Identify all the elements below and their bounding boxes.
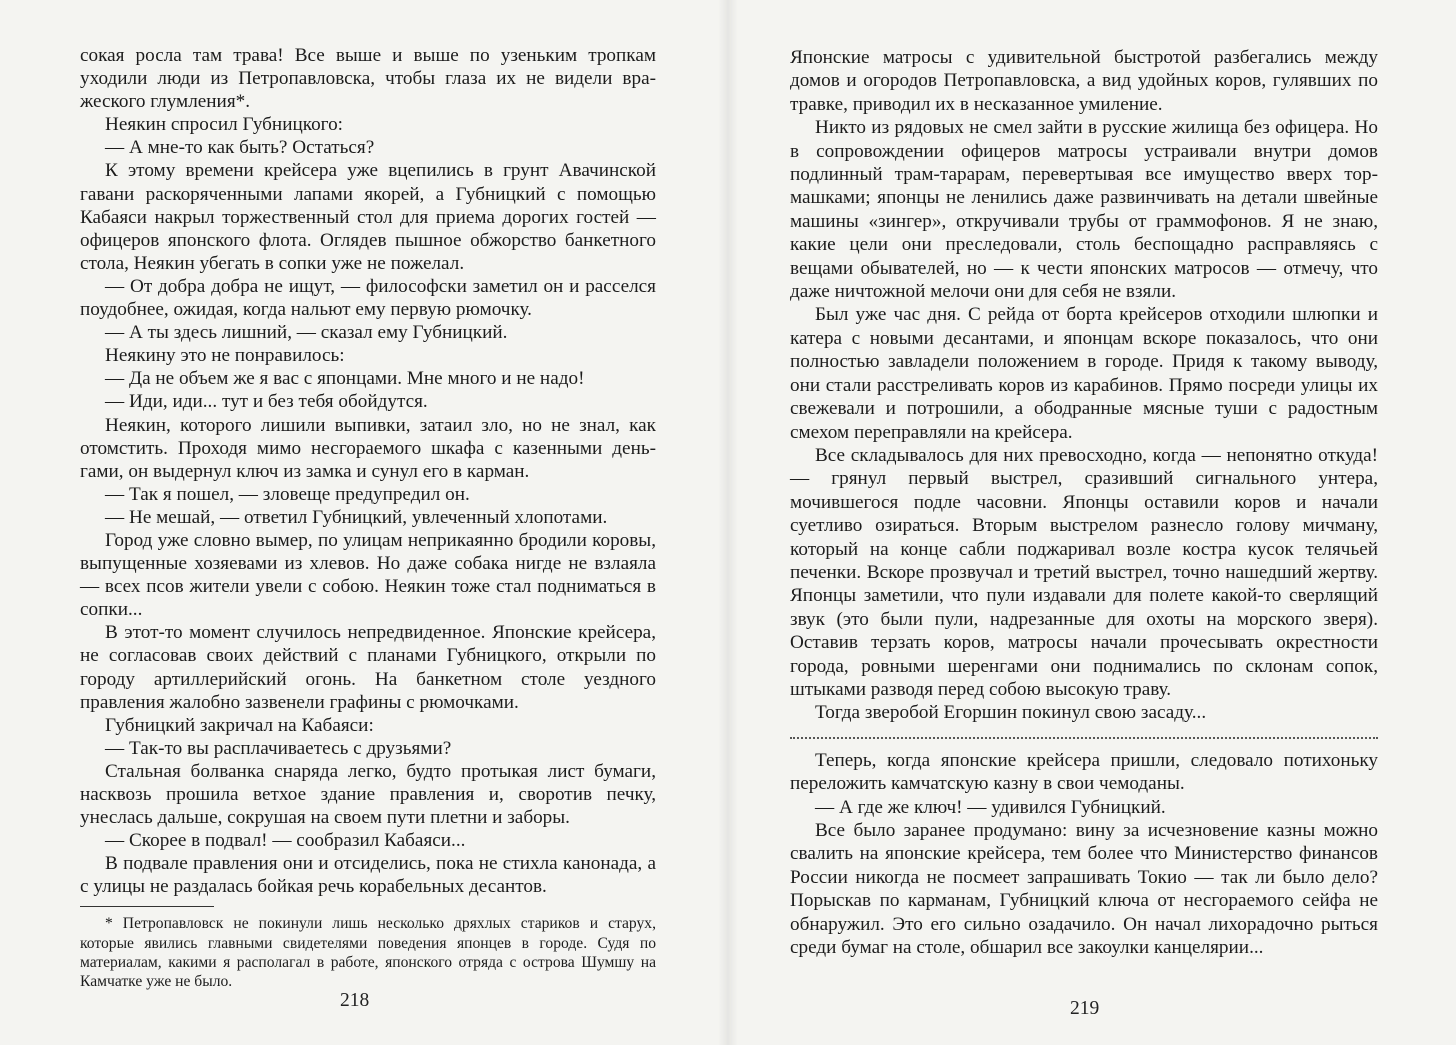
- paragraph: — Не мешай, — ответил Губницкий, увлеченный хлопотами.: [105, 506, 608, 528]
- left-page-body: [80, 44, 656, 898]
- paragraph: — А мне-то как быть? Остаться?: [105, 137, 375, 159]
- book-gutter: [718, 0, 738, 1045]
- paragraph: — От добра добра не ищут, — философски заметил он и расселся поудобнее, ожидая, когда нальют ему первую рюмочку.: [80, 275, 656, 321]
- paragraph: Город уже словно вымер, по улицам неприкаянно бродили коровы, выпущенные хозяевами из хлевов. Но даже собака нигде не взлаяла — всех псов жители увели с собою. Неякин тоже стал подниматься в сопки...: [80, 529, 656, 621]
- paragraph: сокая росла там трава! Все выше и выше по узеньким тропкам уходили люди из Петропавловска, чтобы глаза их не видели вражеского глумления*.: [80, 45, 656, 113]
- left-page: [80, 44, 656, 991]
- page-number-right: 219: [1070, 998, 1100, 1019]
- paragraph: — Скорее в подвал! — сообразил Кабаяси...: [105, 830, 466, 852]
- paragraph: — Да не объем же я вас с японцами. Мне много и не надо!: [105, 368, 585, 390]
- paragraph: В подвале правления они и отсиделись, пока не стихла канонада, а с улицы не раздалась бойкая речь корабельных десантов.: [80, 853, 656, 898]
- paragraph: Тогда зверобой Егоршин покинул свою засаду...: [815, 702, 1207, 724]
- right-page-body: [790, 46, 1378, 959]
- paragraph: Японские матросы с удивительной быстротой разбегались между домов и огородов Петропавловска, а вид удойных коров, гулявших по травке, приводил их в несказанное умиление.: [790, 47, 1378, 115]
- paragraph: Все было заранее продумано: вину за исчезновение казны можно свалить на японские крейсера, тем более что Министерство финансов России никогда не посмеет запрашивать Токио — так ли было дело? Порыскав по карманам, Губницкий ключа от несгораемого сейфа не обнаружил. Это его сильно озадачило. Он начал лихорадочно рыться среди бумаг на столе, обшарил все закоулки канцелярии...: [790, 820, 1378, 959]
- paragraph: Губницкий закричал на Кабаяси:: [105, 714, 374, 736]
- footnote-divider: [80, 906, 214, 907]
- paragraph: Никто из рядовых не смел зайти в русские жилища без офицера. Но в сопровождении офицеров матросы устраивали внутри домов подлинный трам-тарарам, перевертывая все имущество вверх тормашками; японцы не ленились даже развинчивать на детали швейные машины «зингер», откручивали трубы от граммофонов. Я не знаю, какие цели они преследовали, столь беспощадно расправляясь с вещами обывателей, но — к чести японских матросов — отмечу, что даже ничтожной мелочи они для себя не взяли.: [790, 117, 1378, 303]
- paragraph: — А где же ключ! — удивился Губницкий.: [815, 796, 1166, 818]
- paragraph: — Так я пошел, — зловеще предупредил он.: [105, 483, 470, 505]
- footnote: * Петропавловск не покинули лишь несколько дряхлых стариков и старух, которые явились главными свидетелями поведения японцев в городе. Судя по материалам, какими я располагал в работе, японского отряда с острова Шумшу на Камчатке уже не было.: [80, 915, 656, 991]
- paragraph: Неякин, которого лишили выпивки, затаил зло, но не знал, как отомстить. Проходя мимо несгораемого шкафа с казенными деньгами, он выдернул ключ из замка и сунул его в карман.: [80, 414, 656, 482]
- paragraph: К этому времени крейсера уже вцепились в грунт Авачинской гавани раскоряченными лапами якорей, а Губницкий с помощью Кабаяси накрыл торжественный стол для приема дорогих гостей — офицеров японского флота. Оглядев пышное обжорство банкетного стола, Неякин убегать в сопки уже не пожелал.: [80, 160, 656, 274]
- paragraph: Теперь, когда японские крейсера пришли, следовало потихоньку переложить камчатскую казну в свои чемоданы.: [790, 749, 1378, 795]
- paragraph: Неякину это не понравилось:: [105, 345, 345, 367]
- paragraph: — Так-то вы расплачиваетесь с друзьями?: [105, 737, 452, 759]
- scene-break-divider: [790, 737, 1378, 739]
- paragraph: Все складывалось для них превосходно, когда — непонятно откуда! — грянул первый выстрел, сразивший сигнального унтера, мочившегося подле часовни. Японцы оставили коров и начали суетливо озираться. Вторым выстрелом разнесло голову мичману, который на конце сабли поджаривал возле костра кусок телячьей печенки. Вскоре прозвучал и третий выстрел, точно нашедший жертву. Японцы заметили, что пули издавали для полете какой-то сверлящий звук (это были пули, надрезанные для охоты на морского зверя). Оставив терзать коров, матросы начали прочесывать окрестности города, ровными шеренгами они поднимались по склонам сопок, штыками разводя перед собою высокую траву.: [790, 444, 1378, 700]
- page-number-left: 218: [340, 990, 370, 1011]
- paragraph: Стальная болванка снаряда легко, будто протыкая лист бумаги, насквозь прошила ветхое здание правления и, своротив печку, унеслась дальше, сокрушая на своем пути плетни и заборы.: [80, 760, 656, 829]
- paragraph: Был уже час дня. С рейда от борта крейсеров отходили шлюпки и катера с новыми десантами, и японцам вскоре показалось, что они полностью завладели положением в городе. Придя к такому выводу, они стали расстреливать коров из карабинов. Прямо посреди улицы их свежевали и потрошили, а ободранные мясные туши с радостным смехом переправляли на крейсера.: [790, 304, 1378, 443]
- right-page: [790, 46, 1378, 959]
- paragraph: — Иди, иди... тут и без тебя обойдутся.: [105, 391, 428, 413]
- paragraph: Неякин спросил Губницкого:: [105, 114, 343, 136]
- paragraph: В этот-то момент случилось непредвиденное. Японские крейсера, не согласовав своих действий с планами Губницкого, открыли по городу артиллерийский огонь. На банкетном столе уездного правления жалобно зазвенели графины с рюмочками.: [80, 622, 656, 713]
- paragraph: — А ты здесь лишний, — сказал ему Губницкий.: [105, 322, 508, 344]
